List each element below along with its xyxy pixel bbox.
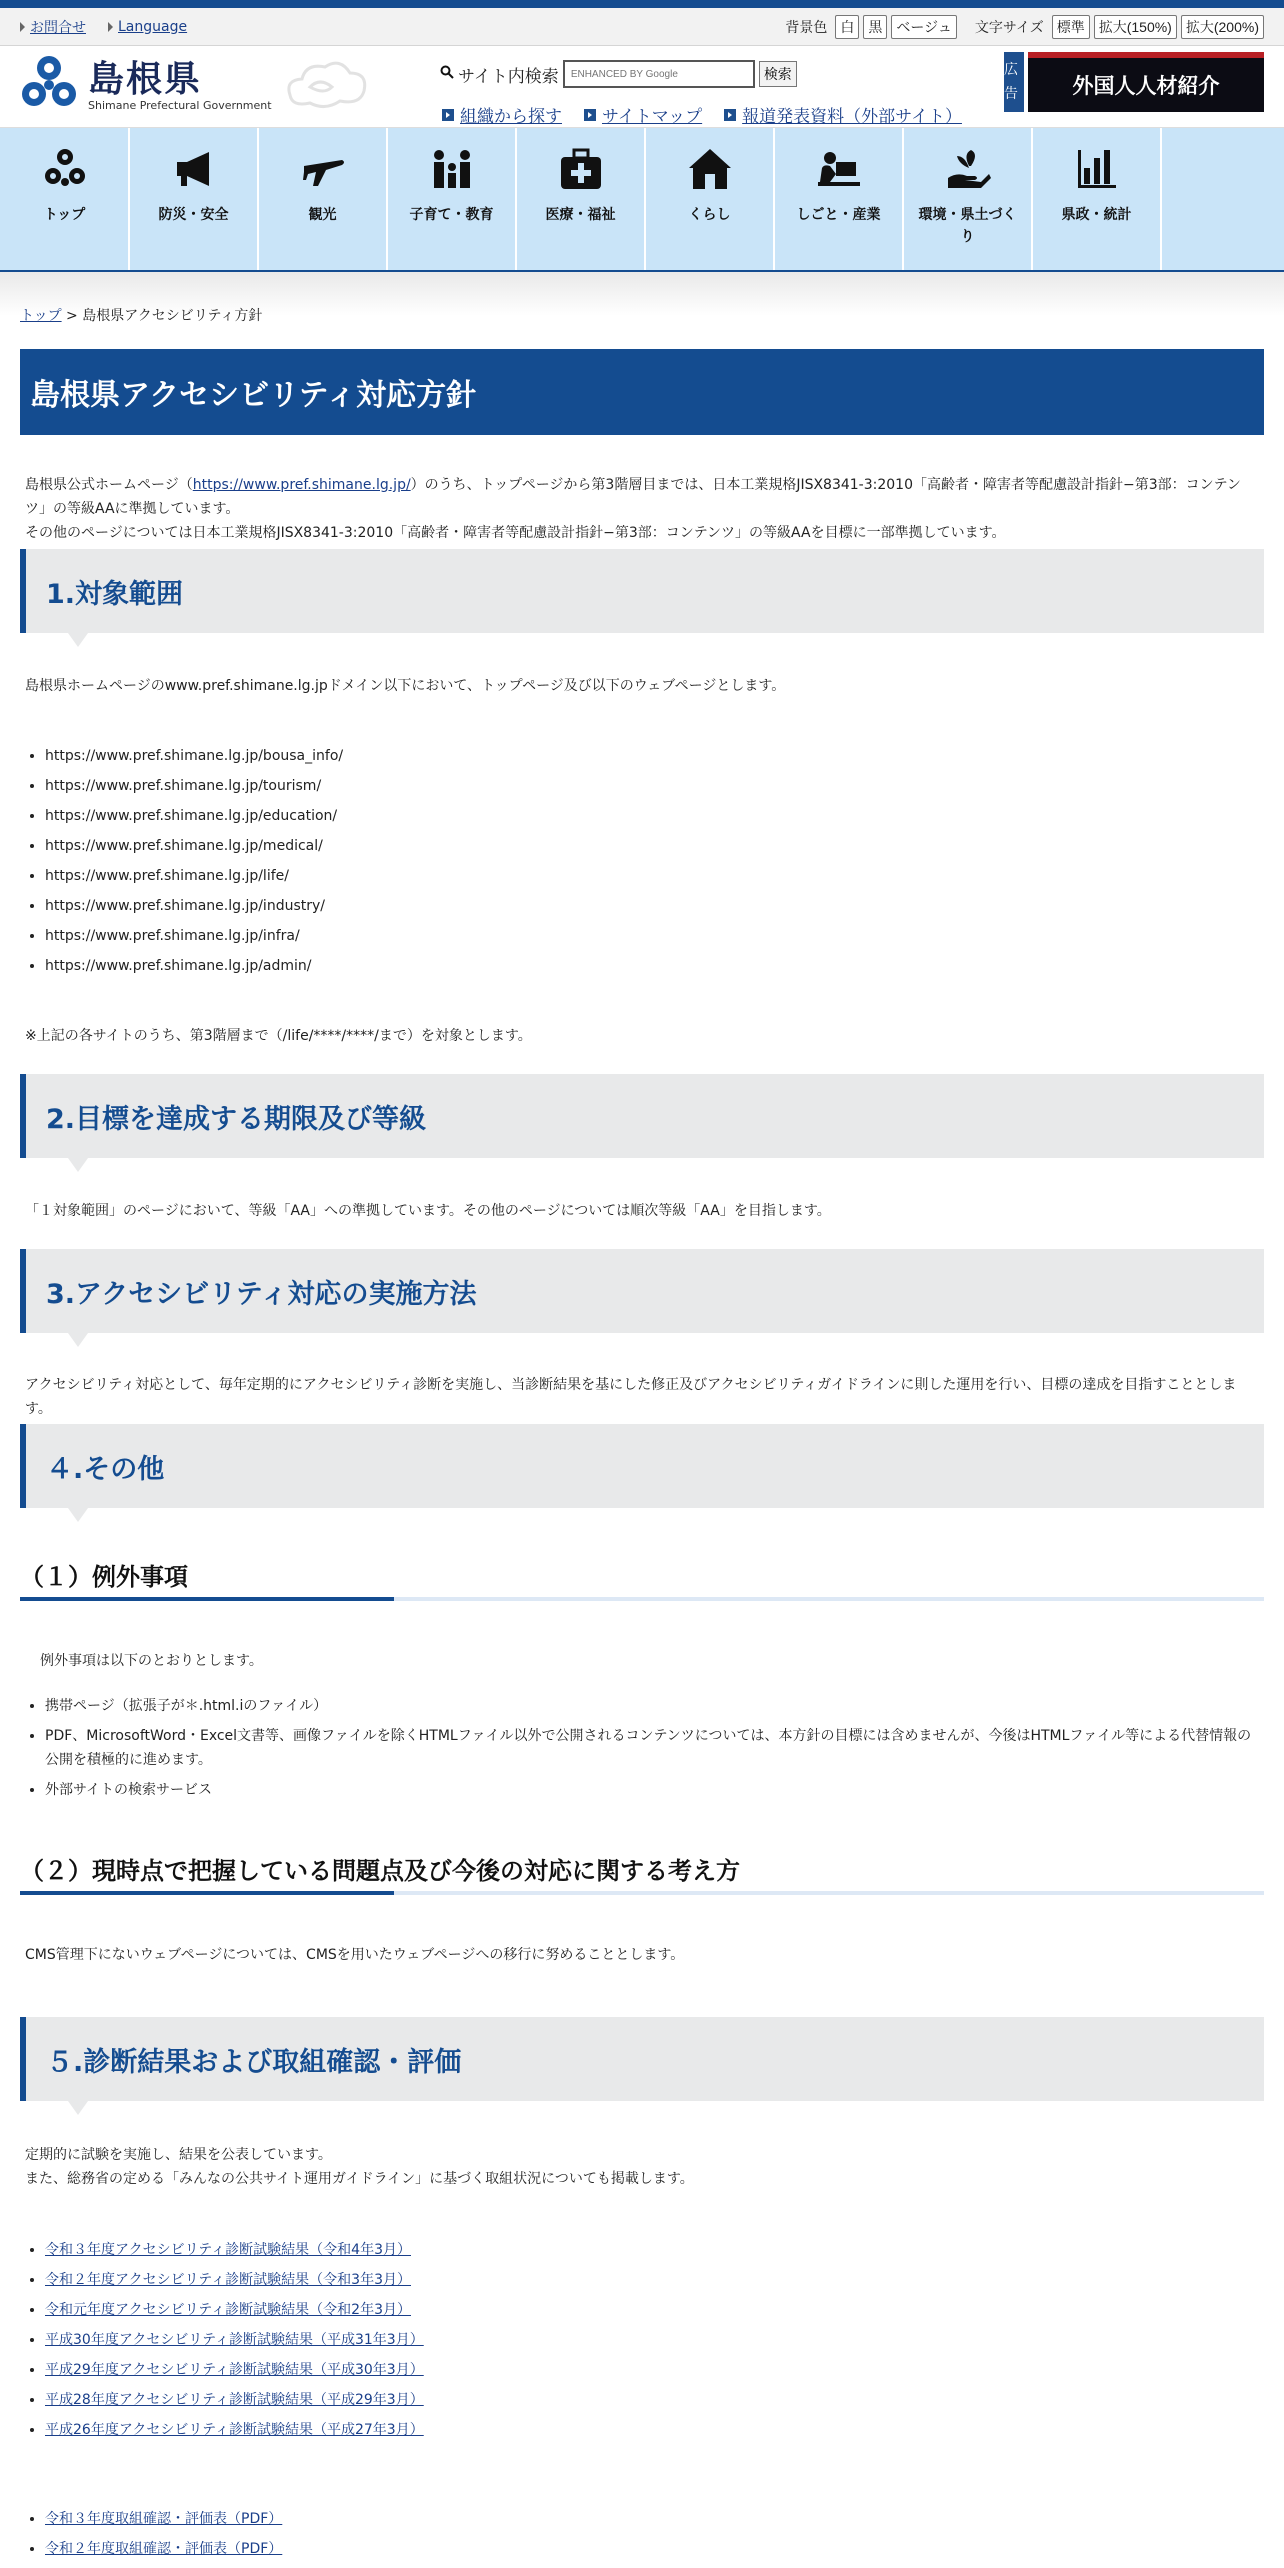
- list-item: [45, 2385, 1264, 2415]
- top-icon: [42, 146, 88, 192]
- result-link[interactable]: 平成29年度アクセシビリティ診断試験結果（平成30年3月）: [45, 2362, 424, 2378]
- bg-beige-button[interactable]: ベージュ: [891, 15, 956, 39]
- arrow-square-icon: [584, 109, 596, 121]
- family-icon: [429, 146, 475, 192]
- section-heading-other: ４.その他: [20, 1424, 1264, 1508]
- target-text: 「１対象範囲」のページにおいて、等級「AA」への準拠しています。その他のページについては順次等級「AA」を目指します。: [25, 1203, 831, 1219]
- section-heading-target: 2.目標を達成する期限及び等級: [20, 1074, 1264, 1158]
- search-label: サイト内検索: [458, 66, 559, 87]
- font-size-label: 文字サイズ: [974, 19, 1044, 36]
- list-item: • https://www.pref.shimane.lg.jp/life/: [45, 861, 1264, 891]
- site-search: [440, 60, 797, 88]
- list-item: • PDF、MicrosoftWord・Excel文書等、画像ファイルを除くHTMLファイル以外で公開されるコンテンツについては、本方針の目標には含めませんが、今後はHTMLファイル等による代替情報の公開を積極的に進めます。: [45, 1721, 1264, 1775]
- evaluation-link[interactable]: 令和３年度取組確認・評価表（PDF）: [45, 2511, 283, 2527]
- subheading-exceptions: （１）例外事項: [20, 1551, 1264, 1601]
- intro-paragraph: [20, 473, 1264, 545]
- logo-text: [88, 59, 272, 112]
- evaluation-link-list: [20, 2504, 1264, 2564]
- nav-label: 環境・県土づくり: [918, 207, 1017, 245]
- subheading-issues: （２）現時点で把握している問題点及び今後の対応に関する考え方: [20, 1845, 1264, 1895]
- nav-label: くらし: [688, 207, 731, 223]
- press-release-label: 報道発表資料（外部サイト）: [742, 107, 962, 127]
- list-item: • https://www.pref.shimane.lg.jp/education/: [45, 801, 1264, 831]
- list-item: • https://www.pref.shimane.lg.jp/tourism/: [45, 771, 1264, 801]
- section-heading-scope: 1.対象範囲: [20, 549, 1264, 633]
- results-text-2: また、総務省の定める「みんなの公共サイト運用ガイドライン」に基づく取組状況についても掲載します。: [25, 2171, 694, 2187]
- sitemap-label: サイトマップ: [602, 107, 703, 127]
- language-link[interactable]: [108, 17, 187, 37]
- nav-label: トップ: [43, 207, 86, 223]
- nav-label: 子育て・教育: [409, 207, 494, 223]
- section-heading-method: 3.アクセシビリティ対応の実施方法: [20, 1249, 1264, 1333]
- org-search-label: 組織から探す: [460, 107, 562, 127]
- result-link[interactable]: 平成28年度アクセシビリティ診断試験結果（平成29年3月）: [45, 2392, 424, 2408]
- breadcrumb: [20, 305, 262, 325]
- nav-item-childcare-education[interactable]: [388, 128, 517, 270]
- press-release-link[interactable]: [724, 102, 962, 127]
- list-item: • 携帯ページ（拡張子が＊.html.iのファイル）: [45, 1691, 1264, 1721]
- arrow-square-icon: [442, 109, 454, 121]
- worker-icon: [816, 146, 862, 192]
- nav-item-work-industry[interactable]: [775, 128, 904, 270]
- breadcrumb-current: > 島根県アクセシビリティ方針: [61, 308, 263, 324]
- list-item: • https://www.pref.shimane.lg.jp/bousa_info/: [45, 741, 1264, 771]
- house-icon: [687, 146, 733, 192]
- nav-item-disaster-safety[interactable]: [130, 128, 259, 270]
- list-item: [45, 2415, 1264, 2445]
- font-standard-button[interactable]: 標準: [1052, 15, 1090, 39]
- official-site-link[interactable]: https://www.pref.shimane.lg.jp/: [192, 477, 411, 493]
- nav-item-living[interactable]: [646, 128, 775, 270]
- intro-text-2: その他のページについては日本工業規格JISX8341-3:2010「高齢者・障害者等配慮設計指針−第3部：コンテンツ」の等級AAを目標に一部準拠しています。: [25, 525, 1006, 541]
- result-link[interactable]: 平成30年度アクセシビリティ診断試験結果（平成31年3月）: [45, 2332, 424, 2348]
- utility-links: [20, 17, 187, 37]
- magnifier-icon: [440, 64, 454, 84]
- list-item: [45, 2325, 1264, 2355]
- result-link[interactable]: 平成26年度アクセシビリティ診断試験結果（平成27年3月）: [45, 2422, 424, 2438]
- scope-text: 島根県ホームページのwww.pref.shimane.lg.jpドメイン以下において、トップページ及び以下のウェブページとします。: [25, 678, 786, 694]
- ad-tag: 広告: [1004, 52, 1024, 112]
- logo-english: Shimane Prefectural Government: [88, 98, 272, 112]
- arrow-icon: [108, 22, 113, 32]
- bar-chart-icon: [1074, 146, 1120, 192]
- shimane-emblem-icon: [18, 52, 80, 118]
- header-links: [442, 102, 962, 127]
- cloud-decoration-icon: [280, 55, 370, 115]
- logo-name: 島根県: [88, 57, 203, 100]
- nav-item-top[interactable]: [1, 128, 130, 270]
- list-item: [45, 2534, 1264, 2564]
- nav-item-tourism[interactable]: [259, 128, 388, 270]
- bg-white-button[interactable]: 白: [835, 15, 859, 39]
- utility-bar: [0, 8, 1284, 46]
- contact-label: お問合せ: [30, 19, 86, 36]
- result-link[interactable]: 令和２年度アクセシビリティ診断試験結果（令和3年3月）: [45, 2272, 411, 2288]
- list-item: • https://www.pref.shimane.lg.jp/infra/: [45, 921, 1264, 951]
- font-200-button[interactable]: 拡大(200%): [1181, 15, 1264, 39]
- search-input[interactable]: [563, 60, 755, 88]
- list-item: [45, 2265, 1264, 2295]
- list-item: • https://www.pref.shimane.lg.jp/admin/: [45, 951, 1264, 981]
- result-link[interactable]: 令和元年度アクセシビリティ診断試験結果（令和2年3月）: [45, 2302, 411, 2318]
- nav-item-medical-welfare[interactable]: [517, 128, 646, 270]
- site-logo[interactable]: [18, 52, 370, 118]
- site-header: [0, 46, 1284, 128]
- contact-link[interactable]: [20, 17, 86, 37]
- results-text: [20, 2143, 1264, 2191]
- nav-item-government-statistics[interactable]: [1033, 128, 1162, 270]
- nav-label: 医療・福祉: [545, 207, 616, 223]
- arrow-icon: [20, 22, 25, 32]
- list-item: • https://www.pref.shimane.lg.jp/medical/: [45, 831, 1264, 861]
- results-link-list: [20, 2235, 1264, 2445]
- language-label: Language: [118, 18, 188, 35]
- breadcrumb-home-link[interactable]: トップ: [20, 308, 62, 324]
- arrow-square-icon: [724, 109, 736, 121]
- sitemap-link[interactable]: [584, 102, 702, 127]
- intro-text-cont: ）のうち、トップページから第3階層目までは、日本工業規格JISX8341-3:2010「高齢者・障害者等配慮設計指針−第3部：コンテンツ」の等級AAに準拠しています。: [25, 477, 1241, 517]
- list-item: [45, 2235, 1264, 2265]
- evaluation-link[interactable]: 令和２年度取組確認・評価表（PDF）: [45, 2541, 283, 2557]
- exceptions-text: 例外事項は以下のとおりとします。: [40, 1653, 263, 1669]
- global-nav: [0, 128, 1284, 272]
- page-title: 島根県アクセシビリティ対応方針: [20, 349, 1264, 435]
- ad-area: [1004, 52, 1264, 112]
- search-button[interactable]: 検索: [759, 61, 797, 87]
- bg-color-label: 背景色: [785, 19, 828, 36]
- nav-item-environment[interactable]: [904, 128, 1033, 270]
- scope-note: ※上記の各サイトのうち、第3階層まで（/life/****/****/まで）を対象とします。: [25, 1028, 532, 1044]
- top-accent-bar: [0, 0, 1284, 8]
- medical-bag-icon: [558, 146, 604, 192]
- method-text: アクセシビリティ対応として、毎年定期的にアクセシビリティ診断を実施し、当診断結果を基にした修正及びアクセシビリティガイドラインに則した運用を行い、目標の達成を目指すこととします。: [25, 1377, 1237, 1417]
- org-search-link[interactable]: [442, 102, 562, 127]
- list-item: [45, 2295, 1264, 2325]
- ad-banner[interactable]: [1028, 52, 1264, 112]
- list-item: [45, 2355, 1264, 2385]
- intro-text: 島根県公式ホームページ（: [25, 477, 193, 493]
- nav-label: 防災・安全: [158, 207, 229, 223]
- list-item: [45, 2504, 1264, 2534]
- airplane-icon: [300, 146, 346, 192]
- nav-label: 県政・統計: [1061, 207, 1132, 223]
- accessibility-controls: [785, 15, 1264, 39]
- scope-url-list: [20, 741, 1264, 981]
- results-text-1: 定期的に試験を実施し、結果を公表しています。: [25, 2147, 332, 2163]
- bg-black-button[interactable]: 黒: [863, 15, 887, 39]
- nav-label: しごと・産業: [796, 207, 881, 223]
- nav-label: 観光: [308, 207, 337, 223]
- megaphone-icon: [171, 146, 217, 192]
- exceptions-list: [20, 1691, 1264, 1805]
- plant-hand-icon: [945, 146, 991, 192]
- ad-banner-text: 外国人人材紹介: [1072, 74, 1220, 98]
- list-item: • https://www.pref.shimane.lg.jp/industry/: [45, 891, 1264, 921]
- list-item: • 外部サイトの検索サービス: [45, 1775, 1264, 1805]
- issues-text: CMS管理下にないウェブページについては、CMSを用いたウェブページへの移行に努めることとします。: [25, 1947, 685, 1963]
- section-heading-results: ５.診断結果および取組確認・評価: [20, 2017, 1264, 2101]
- result-link[interactable]: 令和３年度アクセシビリティ診断試験結果（令和4年3月）: [45, 2242, 411, 2258]
- font-150-button[interactable]: 拡大(150%): [1094, 15, 1177, 39]
